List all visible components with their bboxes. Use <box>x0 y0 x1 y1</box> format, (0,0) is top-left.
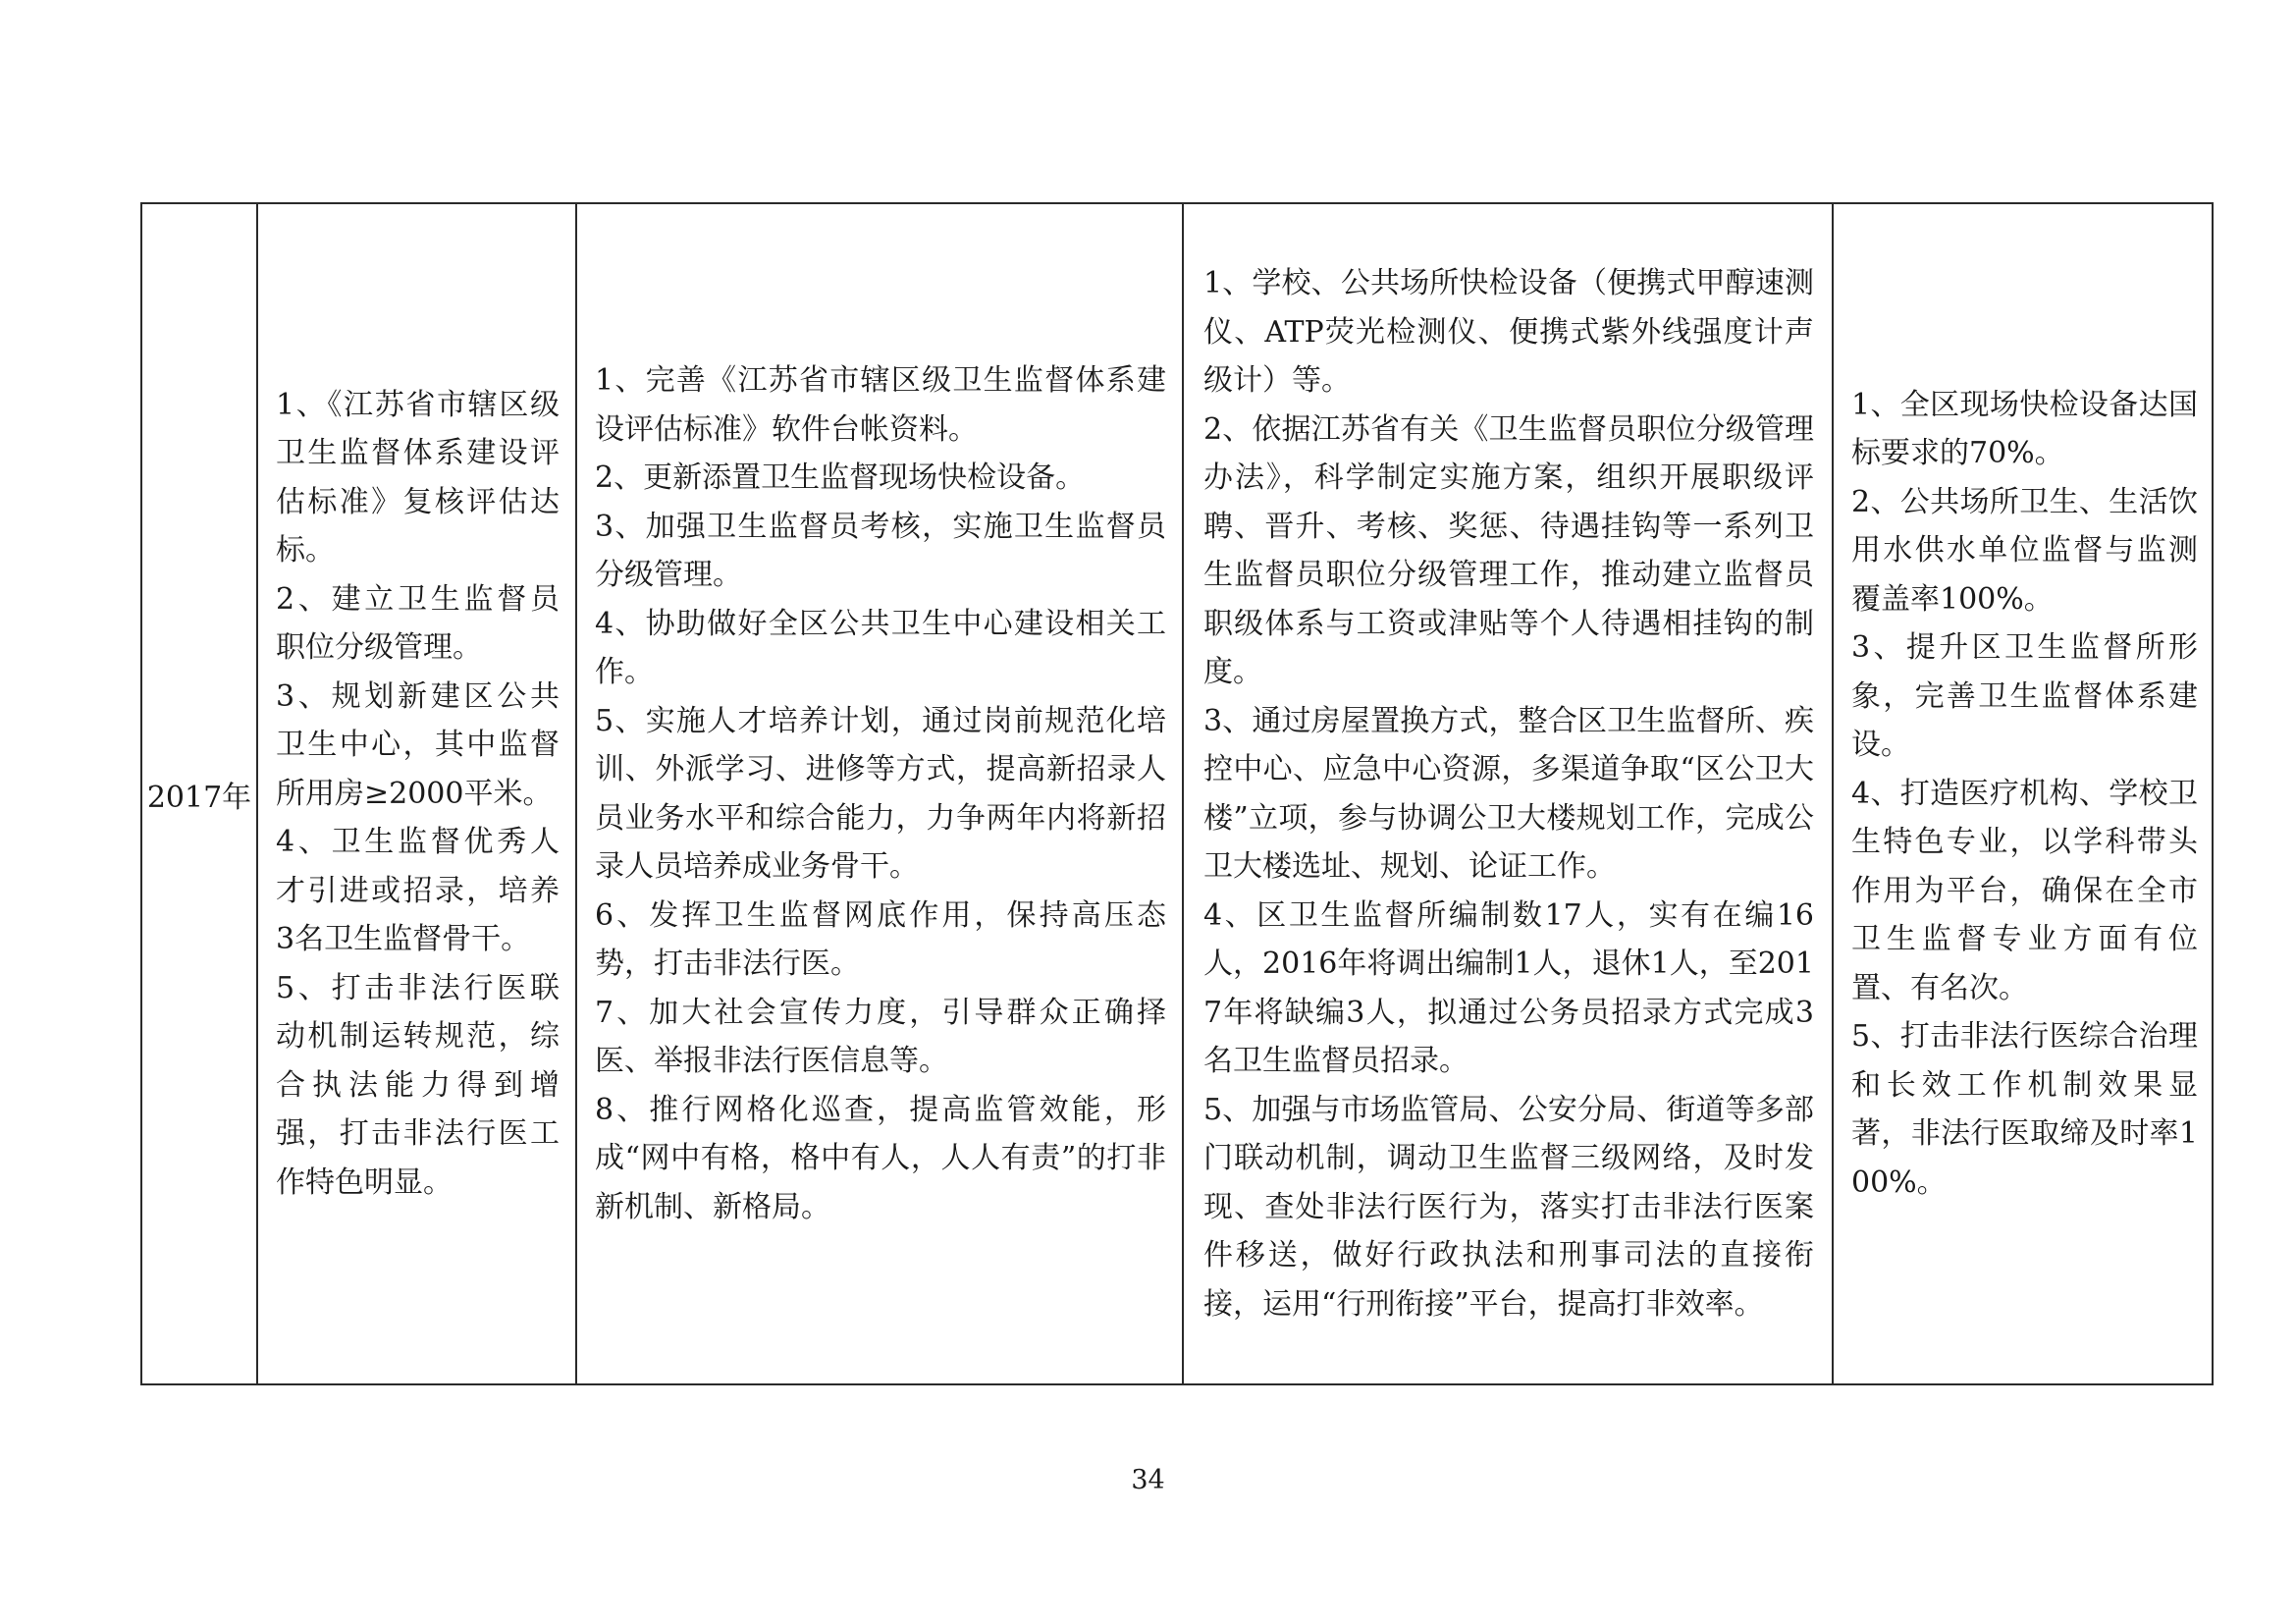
list-item: 5、实施人才培养计划，通过岗前规范化培训、外派学习、进修等方式，提高新招录人员业务水平和综合能力，力争两年内将新招录人员培养成业务骨干。 <box>595 703 1166 884</box>
list-item: 5、加强与市场监管局、公安分局、街道等多部门联动机制，调动卫生监督三级网络，及时发现、查处非法行医行为，落实打击非法行医案件移送，做好行政执法和刑事司法的直接衔接，运用“行刑衔接”平台，提高打非效率。 <box>1203 1092 1814 1322</box>
list-item: 5、打击非法行医联动机制运转规范，综合执法能力得到增强，打击非法行医工作特色明显。 <box>276 970 560 1200</box>
list-item: 8、推行网格化巡查，提高监管效能，形成“网中有格，格中有人，人人有责”的打非新机制、新格局。 <box>595 1092 1166 1224</box>
indicator-cell <box>1833 203 2213 1384</box>
page-number: 34 <box>1131 1465 1165 1495</box>
target-list <box>258 381 575 1208</box>
measure-list <box>1184 259 1832 1328</box>
list-item: 1、完善《江苏省市辖区级卫生监督体系建设评估标准》软件台帐资料。 <box>595 363 1166 447</box>
table-row <box>141 203 2213 1384</box>
task-list <box>577 356 1182 1231</box>
list-item: 4、协助做好全区公共卫生中心建设相关工作。 <box>595 606 1166 689</box>
list-item: 3、规划新建区公共卫生中心，其中监督所用房≥2000平米。 <box>276 678 560 811</box>
list-item: 3、加强卫生监督员考核，实施卫生监督员分级管理。 <box>595 509 1166 592</box>
list-item: 4、区卫生监督所编制数17人，实有在编16人，2016年将调出编制1人，退休1人，至2017年将缺编3人，拟通过公务员招录方式完成3名卫生监督员招录。 <box>1203 897 1814 1078</box>
list-item: 4、卫生监督优秀人才引进或招录，培养3名卫生监督骨干。 <box>276 825 560 957</box>
list-item: 7、加大社会宣传力度，引导群众正确择医、举报非法行医信息等。 <box>595 995 1166 1078</box>
plan-table <box>140 202 2214 1385</box>
indicator-list <box>1834 381 2212 1208</box>
list-item: 2、依据江苏省有关《卫生监督员职位分级管理办法》，科学制定实施方案，组织开展职级评聘、晋升、考核、奖惩、待遇挂钩等一系列卫生监督员职位分级管理工作，推动建立监督员职级体系与工资或津贴等个人待遇相挂钩的制度。 <box>1203 411 1814 689</box>
list-item: 1、全区现场快检设备达国标要求的70%。 <box>1851 387 2198 471</box>
list-item: 2、更新添置卫生监督现场快检设备。 <box>595 460 1086 495</box>
list-item: 1、学校、公共场所快检设备（便携式甲醇速测仪、ATP荧光检测仪、便携式紫外线强度计声级计）等。 <box>1203 266 1814 398</box>
measure-cell <box>1183 203 1833 1384</box>
list-item: 3、提升区卫生监督所形象，完善卫生监督体系建设。 <box>1851 630 2198 763</box>
list-item: 1、《江苏省市辖区级卫生监督体系建设评估标准》复核评估达标。 <box>276 387 560 568</box>
list-item: 3、通过房屋置换方式，整合区卫生监督所、疾控中心、应急中心资源，多渠道争取“区公卫大楼”立项，参与协调公卫大楼规划工作，完成公卫大楼选址、规划、论证工作。 <box>1203 703 1814 884</box>
list-item: 5、打击非法行医综合治理和长效工作机制效果显著，非法行医取缔及时率100%。 <box>1851 1019 2198 1200</box>
list-item: 6、发挥卫生监督网底作用，保持高压态势，打击非法行医。 <box>595 897 1166 981</box>
list-item: 2、建立卫生监督员职位分级管理。 <box>276 581 560 666</box>
year-cell: 2017年 <box>141 203 257 1384</box>
list-item: 2、公共场所卫生、生活饮用水供水单位监督与监测覆盖率100%。 <box>1851 484 2198 617</box>
target-cell <box>257 203 576 1384</box>
list-item: 4、打造医疗机构、学校卫生特色专业，以学科带头作用为平台，确保在全市卫生监督专业方面有位置、有名次。 <box>1851 776 2198 1005</box>
task-cell <box>576 203 1183 1384</box>
